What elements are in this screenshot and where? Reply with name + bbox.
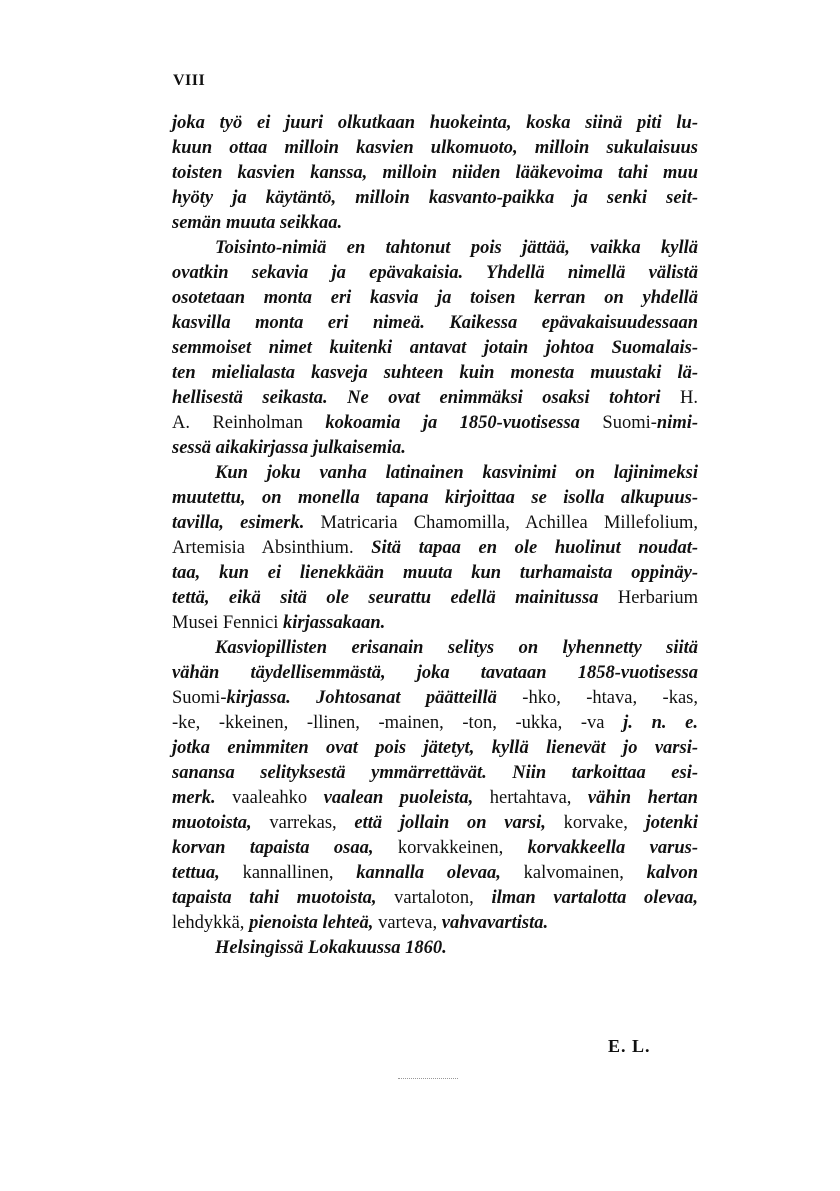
text-line	[172, 761, 698, 786]
text-run: muutettu, on monella tapana kirjoittaa se isolla alkupuus-	[172, 488, 698, 508]
text-line	[172, 486, 698, 511]
text-run: Suomi-	[602, 413, 657, 433]
text-run: taa, kun ei lienekkään muuta kun turhamaista oppinäy-	[172, 563, 698, 583]
text-run: -ke, -kkeinen, -llinen, -mainen, -ton, -ukka, -va	[172, 713, 624, 733]
text-run: Artemisia Absinthium.	[172, 538, 372, 558]
text-line	[172, 536, 698, 561]
text-run: osotetaan monta eri kasvia ja toisen kerran on yhdellä	[172, 288, 698, 308]
text-run: joka työ ei juuri olkutkaan huokeinta, koska siinä piti lu-	[172, 113, 698, 133]
text-line	[172, 736, 698, 761]
text-run: hellisestä seikasta. Ne ovat enimmäksi osaksi tohtori	[172, 388, 680, 408]
text-line	[172, 436, 698, 461]
text-run: Herbarium	[617, 588, 698, 608]
text-run: vähin hertan	[587, 788, 698, 808]
text-run: vartaloton,	[394, 888, 492, 908]
text-run: lehdykkä,	[172, 913, 250, 933]
text-run: sessä aikakirjassa julkaisemia.	[172, 438, 406, 458]
text-line	[172, 711, 698, 736]
text-run: H.	[680, 388, 698, 408]
text-line	[172, 211, 698, 236]
text-run: korvakkeella varus-	[527, 838, 698, 858]
text-line	[172, 186, 698, 211]
body-text	[172, 111, 698, 961]
text-run: hyöty ja käytäntö, milloin kasvanto-paikka ja senki seit-	[172, 188, 698, 208]
text-run: jotenki	[645, 813, 698, 833]
text-line	[172, 886, 698, 911]
text-line	[172, 311, 698, 336]
bottom-rule	[398, 1078, 458, 1079]
text-line	[172, 911, 698, 936]
text-run: tettä, eikä sitä ole seurattu edellä mainitussa	[172, 588, 618, 608]
text-run: korvakkeinen,	[397, 838, 528, 858]
text-run: semmoiset nimet kuitenki antavat jotain johtoa Suomalais-	[172, 338, 698, 358]
text-run: pienoista lehteä,	[249, 913, 379, 933]
text-run: kasvilla monta eri nimeä. Kaikessa epävakaisuudessaan	[172, 313, 698, 333]
text-run: -hko, -htava, -kas,	[522, 688, 698, 708]
text-line	[172, 661, 698, 686]
text-run: semän muuta seikkaa.	[172, 213, 343, 233]
text-run: Toisinto-nimiä en tahtonut pois jättää, vaikka kyllä	[215, 238, 698, 258]
text-run: kalvomainen,	[523, 863, 647, 883]
text-line	[172, 286, 698, 311]
text-line	[172, 461, 698, 486]
text-run: vaalean puoleista,	[323, 788, 490, 808]
text-run: Matricaria Chamomilla, Achillea Millefolium,	[320, 513, 698, 533]
text-run: hertahtava,	[489, 788, 588, 808]
text-run: Musei Fennici	[172, 613, 283, 633]
text-run: varrekas,	[269, 813, 355, 833]
text-line	[172, 561, 698, 586]
text-line	[172, 386, 698, 411]
text-line	[172, 236, 698, 261]
text-run: kalvon	[646, 863, 699, 883]
paragraph	[172, 236, 698, 461]
text-run: kokoamia ja 1850-vuotisessa	[325, 413, 603, 433]
text-run: jotka enimmiten ovat pois jätetyt, kyllä lienevät jo varsi-	[172, 738, 698, 758]
text-line	[172, 686, 698, 711]
text-run: Kasviopillisten erisanain selitys on lyhennetty siitä	[215, 638, 698, 658]
paragraph	[172, 111, 698, 236]
text-run: tettua,	[172, 863, 243, 883]
text-line	[172, 111, 698, 136]
text-run: Sitä tapaa en ole huolinut noudat-	[371, 538, 698, 558]
text-run: kannallinen,	[242, 863, 357, 883]
text-line	[172, 611, 698, 636]
text-line	[172, 586, 698, 611]
text-run: j. n. e.	[623, 713, 699, 733]
text-run: varteva,	[378, 913, 442, 933]
text-run: merk.	[172, 788, 233, 808]
text-line	[172, 161, 698, 186]
text-run: A. Reinholman	[172, 413, 326, 433]
text-line	[172, 636, 698, 661]
text-line	[172, 411, 698, 436]
text-line	[172, 136, 698, 161]
text-run: ovatkin sekavia ja epävakaisia. Yhdellä nimellä välistä	[172, 263, 698, 283]
text-run: korvan tapaista osaa,	[172, 838, 398, 858]
signature: E. L.	[608, 1036, 651, 1056]
text-run: vahvavartista.	[441, 913, 549, 933]
text-run: kirjassakaan.	[283, 613, 386, 633]
text-run: Kun joku vanha latinainen kasvinimi on lajinimeksi	[215, 463, 698, 483]
text-line	[172, 936, 698, 961]
text-run: että jollain on varsi,	[354, 813, 564, 833]
paragraph	[172, 461, 698, 636]
text-line	[172, 836, 698, 861]
text-line	[172, 361, 698, 386]
text-run: ten mielialasta kasveja suhteen kuin monesta muustaki lä-	[172, 363, 698, 383]
text-run: vaaleahko	[232, 788, 324, 808]
text-line	[172, 811, 698, 836]
text-run: Suomi-	[172, 688, 227, 708]
text-run: kirjassa. Johtosanat päätteillä	[226, 688, 523, 708]
text-line	[172, 861, 698, 886]
text-run: kannalla olevaa,	[356, 863, 524, 883]
text-run: tavilla, esimerk.	[172, 513, 321, 533]
text-run: muotoista,	[172, 813, 270, 833]
page-number: VIII	[173, 72, 206, 89]
text-line	[172, 336, 698, 361]
text-line	[172, 511, 698, 536]
text-run: nimi-	[656, 413, 699, 433]
text-run: sanansa selityksestä ymmärrettävät. Niin tarkoittaa esi-	[172, 763, 698, 783]
text-run: kuun ottaa milloin kasvien ulkomuoto, milloin sukulaisuus	[172, 138, 698, 158]
text-run: tapaista tahi muotoista,	[172, 888, 395, 908]
paragraph	[172, 936, 698, 961]
text-run: vähän täydellisemmästä, joka tavataan 1858-vuotisessa	[172, 663, 698, 683]
text-run: korvake,	[563, 813, 646, 833]
paragraph	[172, 636, 698, 936]
text-run: ilman vartalotta olevaa,	[491, 888, 698, 908]
text-run: toisten kasvien kanssa, milloin niiden lääkevoima tahi muu	[172, 163, 698, 183]
text-line	[172, 786, 698, 811]
text-line	[172, 261, 698, 286]
text-run: Helsingissä Lokakuussa 1860.	[215, 938, 447, 958]
